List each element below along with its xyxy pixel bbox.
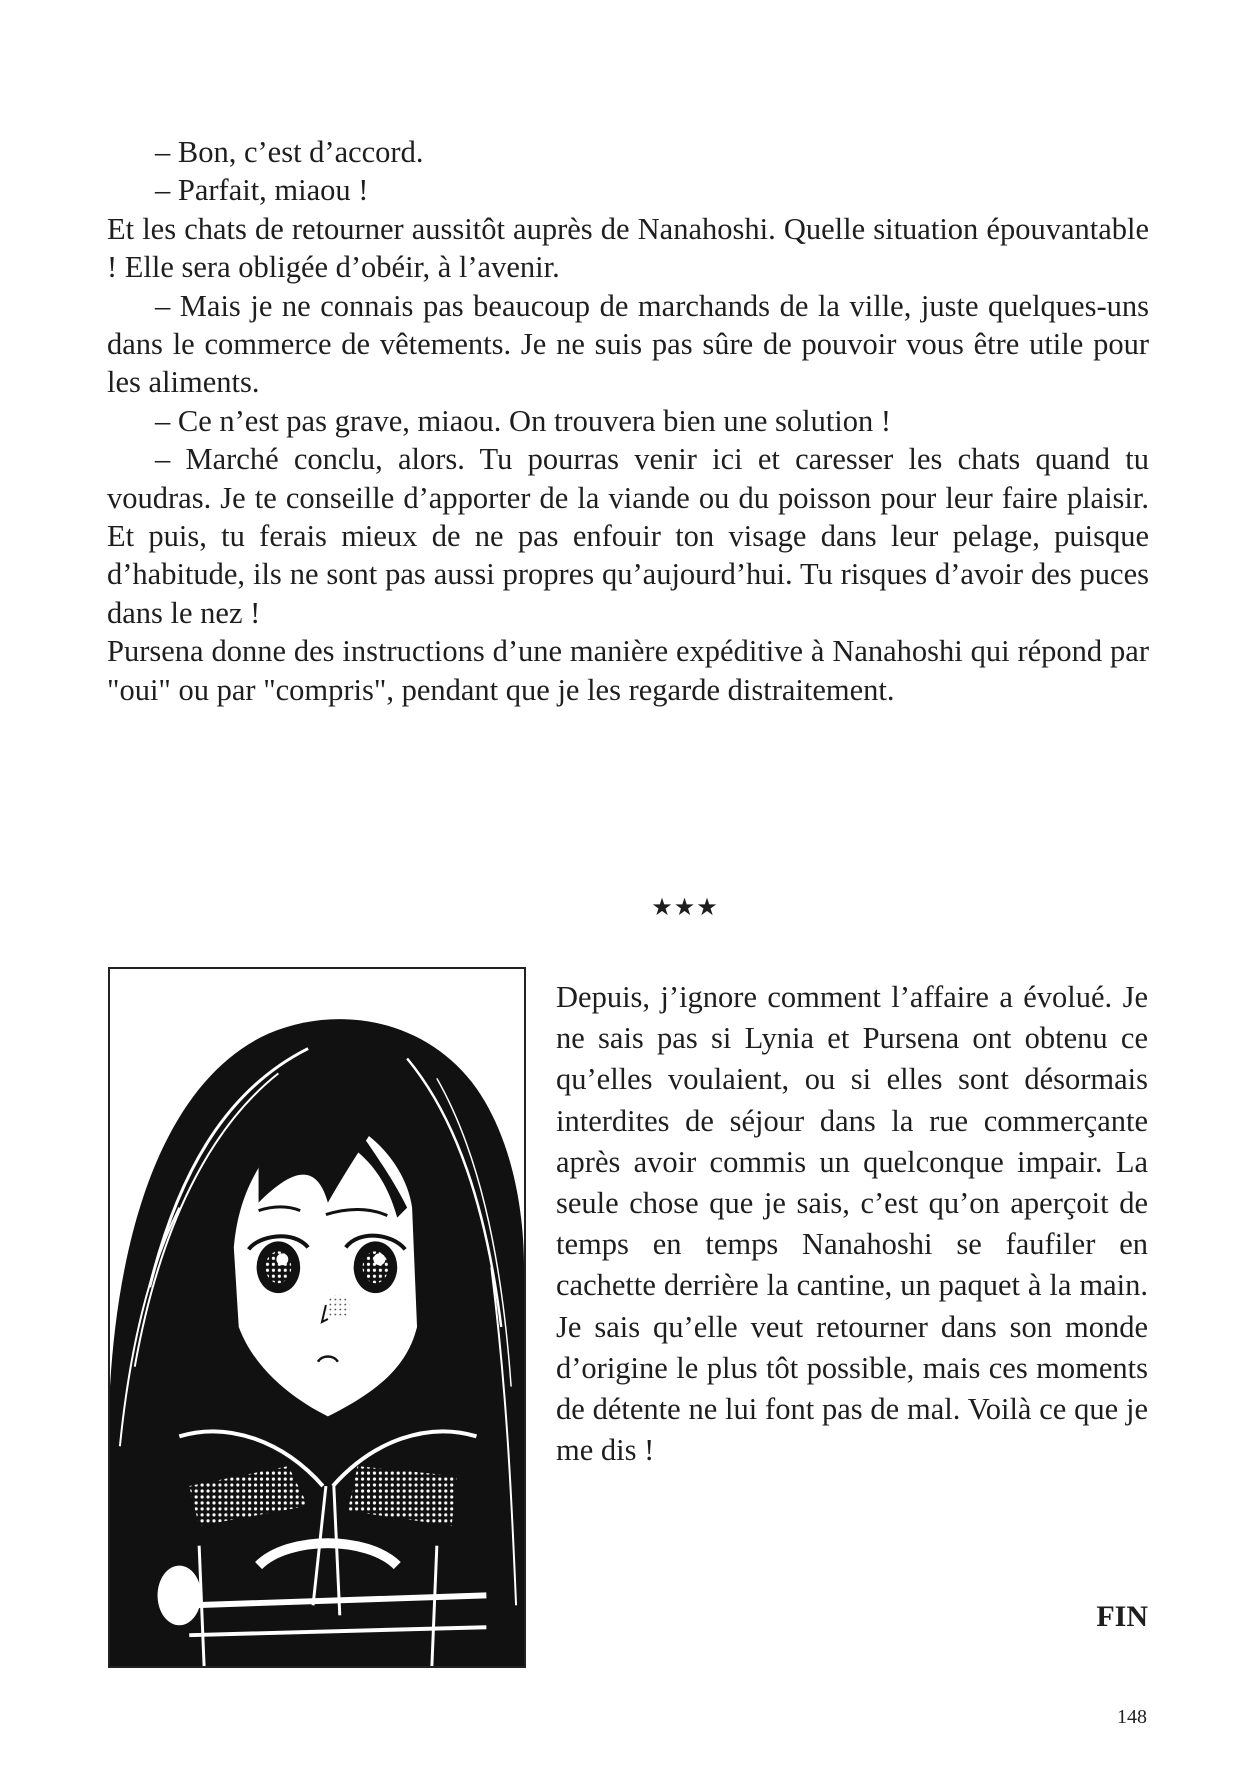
page-number: 148 — [1117, 1706, 1147, 1728]
narration-paragraph: Pursena donne des instructions d’une manière expéditive à Nanahoshi qui répond par "oui" ou par "compris", pendant que je les regarde distraitement. — [107, 634, 1149, 707]
closing-paragraph: Depuis, j’ignore comment l’affaire a évolué. Je ne sais pas si Lynia et Pursena ont obtenu ce qu’elles voulaient, ou si elles sont désormais interdites de séjour dans la rue commerçante après avoir commis un quelconque impair. La seule chose que je sais, c’est qu’on aperçoit de temps en temps Nanahoshi se faufiler en cachette derrière la cantine, un paquet à la main. Je sais qu’elle veut retourner dans son monde d’origine le plus tôt possible, mais ces moments de détente ne lui font pas de mal. Voilà ce que je me dis ! — [556, 980, 1148, 1468]
dialogue-line: – Parfait, miaou ! — [155, 173, 369, 208]
end-marker: FIN — [1096, 1600, 1148, 1633]
girl-portrait-icon — [110, 969, 524, 1666]
manga-illustration — [108, 967, 526, 1668]
dialogue-line: – Ce n’est pas grave, miaou. On trouvera bien une solution ! — [155, 403, 892, 438]
top-text-block — [107, 133, 1149, 709]
narration-paragraph: Et les chats de retourner aussitôt auprès de Nanahoshi. Quelle situation épouvantable ! Elle sera obligée d’obéir, à l’avenir. — [107, 211, 1149, 285]
dialogue-line: – Marché conclu, alors. Tu pourras venir ici et caresser les chats quand tu voudras. Je te conseille d’apporter de la viande ou du poisson pour leur faire plaisir. Et puis, tu ferais mieux de ne pas enfouir ton visage dans leur pelage, puisque d’habitude, ils ne sont pas aussi propres qu’aujourd’hui. Tu risques d’avoir des puces dans le nez ! — [107, 442, 1149, 630]
dialogue-line: – Mais je ne connais pas beaucoup de marchands de la ville, juste quelques-uns dans le commerce de vêtements. Je ne suis pas sûre de pouvoir vous être utile pour les aliments. — [107, 288, 1149, 400]
scene-break — [0, 893, 1250, 921]
dialogue-line: – Bon, c’est d’accord. — [155, 135, 424, 169]
scene-break-stars-icon: ★★★ — [651, 893, 719, 921]
